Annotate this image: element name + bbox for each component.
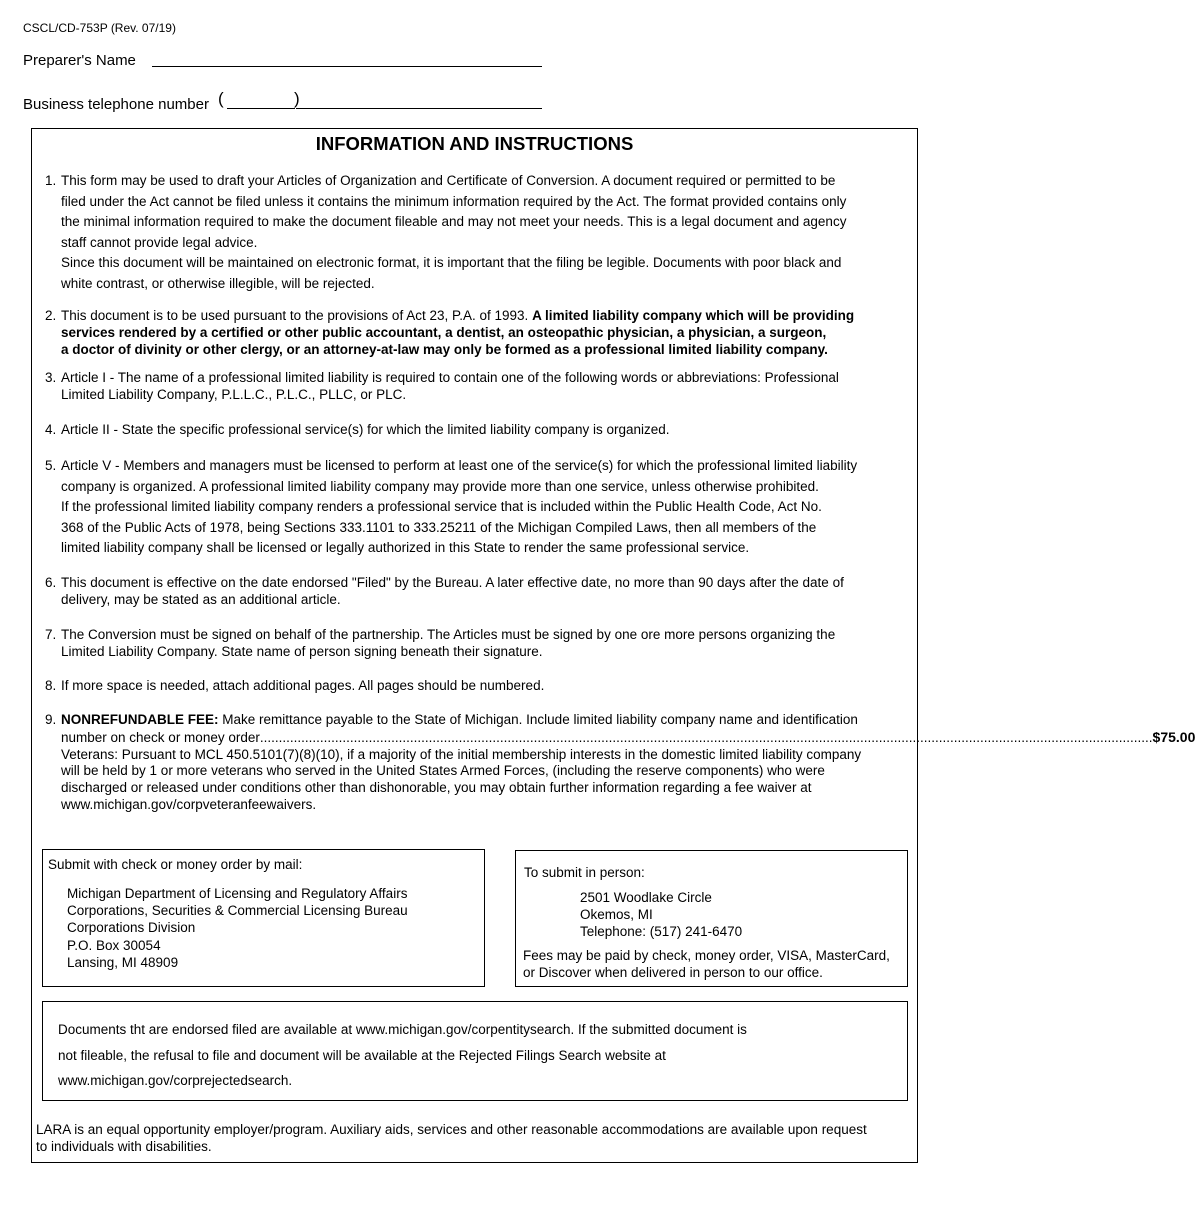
item-line: white contrast, or otherwise illegible, will be rejected. xyxy=(61,275,375,291)
area-code-line[interactable] xyxy=(227,108,295,109)
phone-number-line[interactable] xyxy=(296,108,542,109)
documents-line: www.michigan.gov/corprejectedsearch. xyxy=(58,1073,293,1088)
item-line: If the professional limited liability company renders a professional service that is included within the Public Health Code, Act No. xyxy=(61,499,822,515)
mail-heading: Submit with check or money order by mail: xyxy=(48,857,303,872)
item-line: Article I - The name of a professional limited liability is required to contain one of the following words or abbreviations: Professional xyxy=(61,370,839,385)
instruction-item-3 xyxy=(45,370,895,404)
instruction-item-1 xyxy=(45,171,895,295)
documents-text xyxy=(58,1017,747,1094)
address-line: Telephone: (517) 241-6470 xyxy=(580,924,743,940)
address-line: 2501 Woodlake Circle xyxy=(580,890,712,905)
instruction-item-7 xyxy=(45,627,895,661)
mail-address xyxy=(67,885,408,971)
item-number: 7. xyxy=(45,627,57,642)
item-line: If more space is needed, attach additional pages. All pages should be numbered. xyxy=(61,678,545,693)
in-person-heading: To submit in person: xyxy=(524,865,645,880)
in-person-address xyxy=(580,889,742,941)
fee-amount: $75.00 xyxy=(1152,728,1195,745)
documents-line: Documents tht are endorsed filed are available at www.michigan.gov/corpentitysearch. If the submitted document is xyxy=(58,1022,747,1037)
fee-line xyxy=(61,728,1195,747)
fee-leader-dots: .............................................................................................................................................................................................................................................. xyxy=(259,729,1153,745)
instruction-item-8 xyxy=(45,678,895,695)
item-bold-line: a doctor of divinity or other clergy, or an attorney-at-law may only be formed as a professional limited liability company. xyxy=(61,341,828,357)
item-line: Since this document will be maintained on electronic format, it is important that the filing be legible. Documents with poor black and xyxy=(61,255,842,271)
instruction-item-5 xyxy=(45,456,895,559)
veterans-line: www.michigan.gov/corpveteranfeewaivers. xyxy=(61,796,317,812)
item-bold-text: A limited liability company which will be providing xyxy=(532,308,855,323)
instruction-item-4 xyxy=(45,422,895,439)
area-code-paren-close: ) xyxy=(294,89,300,108)
item-line: delivery, may be stated as an additional article. xyxy=(61,591,341,607)
mail-submission-box xyxy=(42,849,485,987)
address-line: Corporations, Securities & Commercial Licensing Bureau xyxy=(67,903,408,919)
item-line: The Conversion must be signed on behalf of the partnership. The Articles must be signed by one ore more persons organizing the xyxy=(61,627,836,642)
address-line: Michigan Department of Licensing and Regulatory Affairs xyxy=(67,886,408,901)
payment-line: or Discover when delivered in person to our office. xyxy=(523,965,823,981)
address-line: P.O. Box 30054 xyxy=(67,937,161,953)
instructions-title: INFORMATION AND INSTRUCTIONS xyxy=(315,133,634,154)
area-code-paren-open: ( xyxy=(218,89,224,108)
item-number: 5. xyxy=(45,458,57,473)
item-line: Limited Liability Company, P.L.L.C., P.L.C., PLLC, or PLC. xyxy=(61,386,407,402)
veterans-line: will be held by 1 or more veterans who served in the United States Armed Forces, (including the reserve components) who were xyxy=(61,763,825,779)
item-line: This document is effective on the date endorsed "Filed" by the Bureau. A later effective date, no more than 90 days after the date of xyxy=(61,575,844,590)
item-line: Article II - State the specific professional service(s) for which the limited liability company is organized. xyxy=(61,422,670,437)
veterans-line: discharged or released under conditions other than dishonorable, you may obtain further information regarding a fee waiver at xyxy=(61,780,812,796)
fee-label: number on check or money order xyxy=(61,729,260,745)
address-line: Okemos, MI xyxy=(580,907,653,923)
form-code: CSCL/CD-753P (Rev. 07/19) xyxy=(23,21,176,35)
item-line: Limited Liability Company. State name of person signing beneath their signature. xyxy=(61,643,543,659)
documents-availability-box xyxy=(42,1001,908,1101)
item-line: filed under the Act cannot be filed unless it contains the minimum information required by the Act. The format provided contains only xyxy=(61,193,847,209)
item-text: This document is to be used pursuant to the provisions of Act 23, P.A. of 1993. xyxy=(61,308,529,323)
item-line: the minimal information required to make the document fileable and may not meet your needs. This is a legal document and agency xyxy=(61,214,847,230)
footer-notice xyxy=(36,1122,911,1156)
item-line: 368 of the Public Acts of 1978, being Sections 333.1101 to 333.25211 of the Michigan Compiled Laws, then all members of the xyxy=(61,519,817,535)
instruction-item-9 xyxy=(45,712,1195,814)
item-number: 6. xyxy=(45,575,57,590)
in-person-submission-box xyxy=(515,850,908,987)
preparer-name-label: Preparer's Name xyxy=(23,52,136,69)
address-line: Corporations Division xyxy=(67,920,196,936)
item-number: 3. xyxy=(45,370,57,385)
item-number: 2. xyxy=(45,308,57,323)
instruction-item-6 xyxy=(45,575,895,609)
veterans-line: Veterans: Pursuant to MCL 450.5101(7)(8)(10), if a majority of the initial membership interests in the domestic limited liability company xyxy=(61,746,862,762)
fee-heading: NONREFUNDABLE FEE: xyxy=(61,712,219,727)
documents-line: not fileable, the refusal to file and document will be available at the Rejected Filings Search website at xyxy=(58,1047,666,1063)
address-line: Lansing, MI 48909 xyxy=(67,954,179,970)
instruction-item-2 xyxy=(45,308,895,358)
item-line: Article V - Members and managers must be licensed to perform at least one of the service(s) for which the professional limited liability xyxy=(61,458,858,473)
payment-line: Fees may be paid by check, money order, VISA, MasterCard, xyxy=(523,948,890,963)
item-number: 9. xyxy=(45,712,57,727)
item-line: limited liability company shall be licensed or legally authorized in this State to render the same professional service. xyxy=(61,540,750,556)
payment-methods xyxy=(523,947,890,981)
footer-line: to individuals with disabilities. xyxy=(36,1138,212,1154)
item-line: staff cannot provide legal advice. xyxy=(61,234,258,250)
item-text: Make remittance payable to the State of Michigan. Include limited liability company name and identification xyxy=(218,712,858,727)
business-phone-label: Business telephone number xyxy=(23,96,209,113)
item-bold-line: services rendered by a certified or other public accountant, a dentist, an osteopathic physician, a physician, a surgeon, xyxy=(61,324,827,340)
item-number: 4. xyxy=(45,422,57,437)
preparer-name-line[interactable] xyxy=(152,66,542,67)
item-number: 8. xyxy=(45,678,57,693)
item-line: This form may be used to draft your Articles of Organization and Certificate of Conversion. A document required or permitted to be xyxy=(61,173,836,188)
item-number: 1. xyxy=(45,173,57,188)
footer-line: LARA is an equal opportunity employer/program. Auxiliary aids, services and other reasonable accommodations are available upon request xyxy=(36,1122,867,1137)
item-line: company is organized. A professional limited liability company may provide more than one service, unless otherwise prohibited. xyxy=(61,478,819,494)
